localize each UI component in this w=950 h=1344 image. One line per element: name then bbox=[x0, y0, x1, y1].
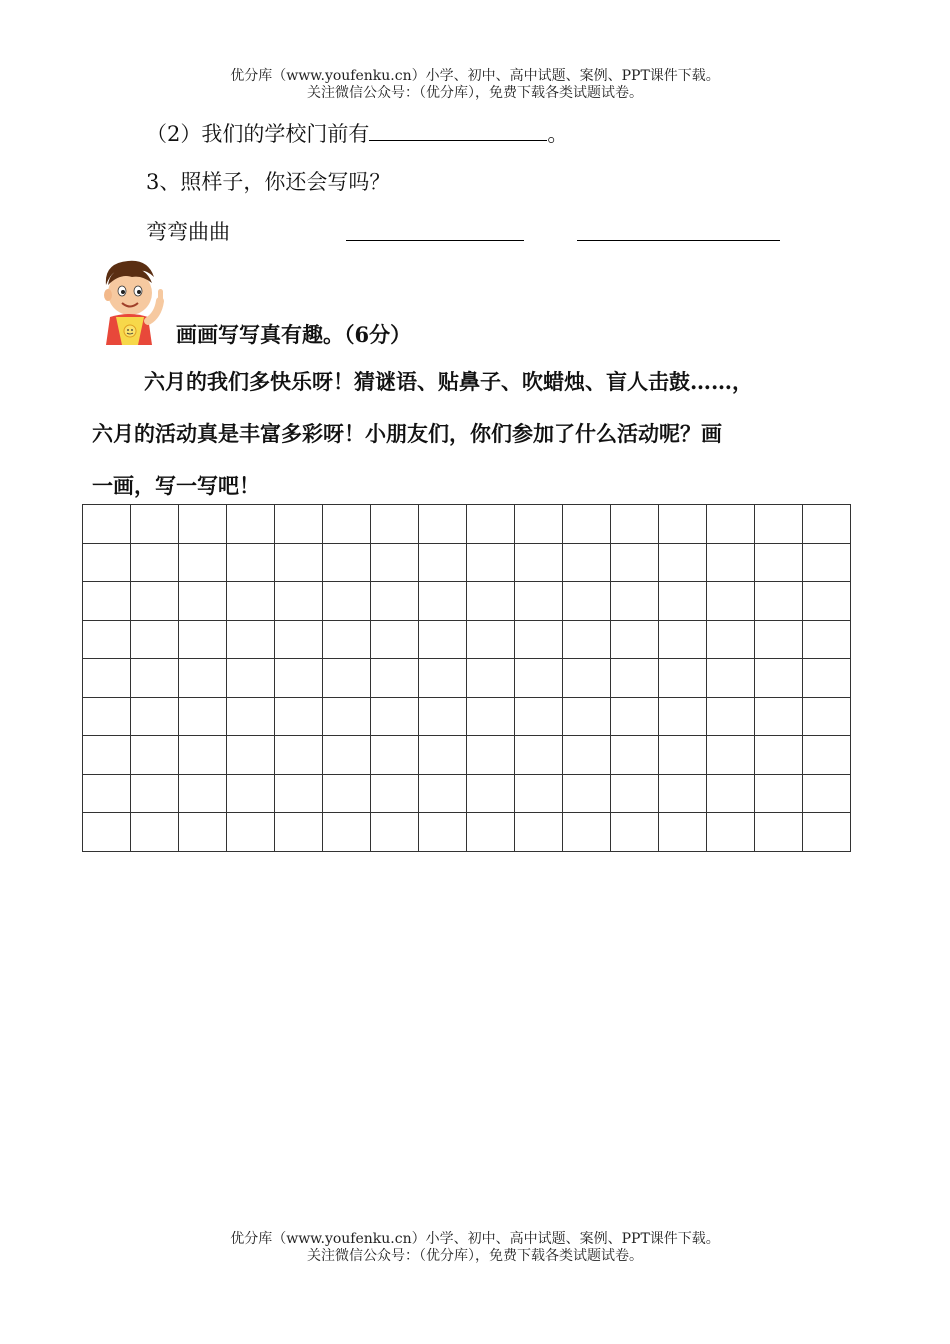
grid-row bbox=[83, 813, 851, 852]
grid-cell[interactable] bbox=[467, 774, 515, 813]
grid-cell[interactable] bbox=[275, 505, 323, 544]
grid-row bbox=[83, 505, 851, 544]
grid-cell[interactable] bbox=[179, 659, 227, 698]
grid-cell[interactable] bbox=[563, 813, 611, 852]
grid-cell[interactable] bbox=[467, 620, 515, 659]
grid-cell[interactable] bbox=[803, 813, 851, 852]
grid-cell[interactable] bbox=[419, 543, 467, 582]
grid-cell[interactable] bbox=[467, 813, 515, 852]
grid-cell[interactable] bbox=[323, 736, 371, 775]
page-footer bbox=[0, 1231, 950, 1265]
grid-cell[interactable] bbox=[755, 774, 803, 813]
grid-cell[interactable] bbox=[659, 543, 707, 582]
grid-cell[interactable] bbox=[131, 543, 179, 582]
grid-cell[interactable] bbox=[803, 774, 851, 813]
grid-cell[interactable] bbox=[611, 813, 659, 852]
grid-cell[interactable] bbox=[323, 813, 371, 852]
grid-cell[interactable] bbox=[755, 736, 803, 775]
grid-cell[interactable] bbox=[659, 736, 707, 775]
grid-cell[interactable] bbox=[323, 620, 371, 659]
grid-cell[interactable] bbox=[419, 774, 467, 813]
grid-cell[interactable] bbox=[131, 813, 179, 852]
grid-cell[interactable] bbox=[467, 505, 515, 544]
grid-cell[interactable] bbox=[371, 620, 419, 659]
grid-cell[interactable] bbox=[803, 620, 851, 659]
grid-cell[interactable] bbox=[371, 659, 419, 698]
grid-cell[interactable] bbox=[563, 774, 611, 813]
grid-cell[interactable] bbox=[515, 813, 563, 852]
grid-cell[interactable] bbox=[467, 736, 515, 775]
footer-line-2: 关注微信公众号：（优分库），免费下载各类试题试卷。 bbox=[307, 1248, 643, 1264]
grid-cell[interactable] bbox=[659, 697, 707, 736]
grid-cell[interactable] bbox=[707, 813, 755, 852]
grid-cell[interactable] bbox=[371, 736, 419, 775]
grid-cell[interactable] bbox=[323, 582, 371, 621]
grid-cell[interactable] bbox=[755, 505, 803, 544]
grid-cell[interactable] bbox=[803, 543, 851, 582]
question-3-example: 弯弯曲曲 bbox=[146, 220, 230, 244]
grid-cell[interactable] bbox=[227, 813, 275, 852]
grid-cell[interactable] bbox=[131, 774, 179, 813]
grid-cell[interactable] bbox=[227, 620, 275, 659]
grid-cell[interactable] bbox=[755, 659, 803, 698]
grid-cell[interactable] bbox=[179, 505, 227, 544]
grid-cell[interactable] bbox=[323, 659, 371, 698]
grid-cell[interactable] bbox=[563, 697, 611, 736]
grid-cell[interactable] bbox=[659, 620, 707, 659]
grid-cell[interactable] bbox=[659, 505, 707, 544]
grid-cell[interactable] bbox=[467, 659, 515, 698]
grid-cell[interactable] bbox=[611, 505, 659, 544]
grid-cell[interactable] bbox=[419, 582, 467, 621]
grid-row bbox=[83, 736, 851, 775]
grid-cell[interactable] bbox=[467, 543, 515, 582]
grid-cell[interactable] bbox=[275, 774, 323, 813]
instruction-paragraph bbox=[92, 356, 862, 512]
grid-cell[interactable] bbox=[323, 505, 371, 544]
grid-cell[interactable] bbox=[707, 582, 755, 621]
grid-cell[interactable] bbox=[707, 736, 755, 775]
question-3-title: 3、照样子，你还会写吗？ bbox=[146, 170, 391, 194]
answer-blank-q3-1[interactable] bbox=[346, 218, 524, 241]
grid-cell[interactable] bbox=[275, 736, 323, 775]
grid-cell[interactable] bbox=[131, 620, 179, 659]
grid-cell[interactable] bbox=[275, 697, 323, 736]
grid-cell[interactable] bbox=[371, 813, 419, 852]
grid-cell[interactable] bbox=[323, 774, 371, 813]
grid-cell[interactable] bbox=[227, 736, 275, 775]
grid-row bbox=[83, 774, 851, 813]
grid-cell[interactable] bbox=[83, 620, 131, 659]
grid-cell[interactable] bbox=[515, 659, 563, 698]
grid-cell[interactable] bbox=[227, 659, 275, 698]
grid-row bbox=[83, 620, 851, 659]
grid-cell[interactable] bbox=[323, 697, 371, 736]
grid-cell[interactable] bbox=[275, 659, 323, 698]
grid-cell[interactable] bbox=[707, 659, 755, 698]
grid-cell[interactable] bbox=[371, 505, 419, 544]
grid-cell[interactable] bbox=[611, 620, 659, 659]
answer-blank-q3-2[interactable] bbox=[577, 218, 780, 241]
grid-cell[interactable] bbox=[419, 505, 467, 544]
grid-cell[interactable] bbox=[131, 736, 179, 775]
header-line-1: 优分库（www.youfenku.cn）小学、初中、高中试题、案例、PPT课件下载。 bbox=[230, 68, 720, 84]
grid-cell[interactable] bbox=[83, 813, 131, 852]
grid-cell[interactable] bbox=[179, 774, 227, 813]
grid-cell[interactable] bbox=[179, 736, 227, 775]
grid-cell[interactable] bbox=[179, 582, 227, 621]
grid-cell[interactable] bbox=[131, 505, 179, 544]
grid-cell[interactable] bbox=[563, 582, 611, 621]
grid-cell[interactable] bbox=[83, 736, 131, 775]
grid-cell[interactable] bbox=[707, 543, 755, 582]
grid-cell[interactable] bbox=[179, 620, 227, 659]
grid-cell[interactable] bbox=[515, 543, 563, 582]
header-line-2: 关注微信公众号：（优分库），免费下载各类试题试卷。 bbox=[307, 85, 643, 101]
grid-cell[interactable] bbox=[611, 582, 659, 621]
grid-cell[interactable] bbox=[227, 505, 275, 544]
grid-cell[interactable] bbox=[467, 697, 515, 736]
grid-cell[interactable] bbox=[659, 774, 707, 813]
grid-cell[interactable] bbox=[515, 620, 563, 659]
grid-cell[interactable] bbox=[83, 582, 131, 621]
grid-cell[interactable] bbox=[563, 543, 611, 582]
answer-blank-q2[interactable] bbox=[369, 118, 547, 141]
footer-line-1: 优分库（www.youfenku.cn）小学、初中、高中试题、案例、PPT课件下载。 bbox=[230, 1231, 720, 1247]
grid-cell[interactable] bbox=[83, 659, 131, 698]
cartoon-boy-icon bbox=[96, 255, 176, 347]
writing-grid[interactable] bbox=[82, 504, 851, 852]
grid-cell[interactable] bbox=[515, 774, 563, 813]
paragraph-line-2: 六月的活动真是丰富多彩呀！小朋友们，你们参加了什么活动呢？画 bbox=[92, 421, 722, 446]
grid-cell[interactable] bbox=[563, 620, 611, 659]
grid-cell[interactable] bbox=[83, 697, 131, 736]
paragraph-line-1: 六月的我们多快乐呀！猜谜语、贴鼻子、吹蜡烛、盲人击鼓……， bbox=[144, 369, 753, 394]
grid-cell[interactable] bbox=[707, 774, 755, 813]
grid-cell[interactable] bbox=[803, 697, 851, 736]
grid-cell[interactable] bbox=[83, 505, 131, 544]
section-title: 画画写写真有趣。（6分） bbox=[176, 322, 412, 347]
grid-cell[interactable] bbox=[707, 697, 755, 736]
grid-cell[interactable] bbox=[755, 697, 803, 736]
grid-cell[interactable] bbox=[419, 697, 467, 736]
grid-cell[interactable] bbox=[275, 620, 323, 659]
grid-cell[interactable] bbox=[611, 774, 659, 813]
grid-cell[interactable] bbox=[755, 813, 803, 852]
grid-cell[interactable] bbox=[371, 582, 419, 621]
grid-cell[interactable] bbox=[275, 813, 323, 852]
grid-cell[interactable] bbox=[755, 582, 803, 621]
grid-cell[interactable] bbox=[419, 813, 467, 852]
grid-cell[interactable] bbox=[371, 697, 419, 736]
grid-cell[interactable] bbox=[323, 543, 371, 582]
grid-cell[interactable] bbox=[515, 582, 563, 621]
grid-cell[interactable] bbox=[131, 697, 179, 736]
grid-cell[interactable] bbox=[755, 543, 803, 582]
grid-cell[interactable] bbox=[611, 697, 659, 736]
grid-cell[interactable] bbox=[371, 543, 419, 582]
grid-cell[interactable] bbox=[803, 736, 851, 775]
grid-cell[interactable] bbox=[755, 620, 803, 659]
paragraph-line-3: 一画，写一写吧！ bbox=[92, 473, 260, 498]
grid-row bbox=[83, 659, 851, 698]
grid-cell[interactable] bbox=[803, 659, 851, 698]
grid-cell[interactable] bbox=[371, 774, 419, 813]
grid-cell[interactable] bbox=[419, 659, 467, 698]
grid-cell[interactable] bbox=[131, 659, 179, 698]
grid-cell[interactable] bbox=[707, 620, 755, 659]
grid-cell[interactable] bbox=[563, 659, 611, 698]
grid-cell[interactable] bbox=[515, 697, 563, 736]
grid-cell[interactable] bbox=[275, 582, 323, 621]
question-2-prefix: （2）我们的学校门前有 bbox=[146, 122, 370, 146]
grid-cell[interactable] bbox=[131, 582, 179, 621]
grid-cell[interactable] bbox=[803, 505, 851, 544]
grid-cell[interactable] bbox=[611, 736, 659, 775]
grid-cell[interactable] bbox=[467, 582, 515, 621]
grid-cell[interactable] bbox=[515, 505, 563, 544]
grid-cell[interactable] bbox=[227, 697, 275, 736]
grid-cell[interactable] bbox=[563, 736, 611, 775]
grid-row bbox=[83, 697, 851, 736]
grid-row bbox=[83, 582, 851, 621]
question-2 bbox=[146, 118, 568, 148]
grid-cell[interactable] bbox=[419, 736, 467, 775]
grid-cell[interactable] bbox=[611, 543, 659, 582]
grid-cell[interactable] bbox=[275, 543, 323, 582]
grid-cell[interactable] bbox=[419, 620, 467, 659]
grid-cell[interactable] bbox=[227, 543, 275, 582]
grid-cell[interactable] bbox=[611, 659, 659, 698]
grid-cell[interactable] bbox=[227, 774, 275, 813]
grid-cell[interactable] bbox=[659, 659, 707, 698]
grid-cell[interactable] bbox=[659, 582, 707, 621]
grid-cell[interactable] bbox=[515, 736, 563, 775]
grid-cell[interactable] bbox=[803, 582, 851, 621]
grid-cell[interactable] bbox=[179, 543, 227, 582]
grid-cell[interactable] bbox=[179, 813, 227, 852]
grid-cell[interactable] bbox=[83, 774, 131, 813]
grid-cell[interactable] bbox=[179, 697, 227, 736]
question-2-suffix: 。 bbox=[547, 122, 569, 146]
grid-row bbox=[83, 543, 851, 582]
grid-cell[interactable] bbox=[659, 813, 707, 852]
grid-cell[interactable] bbox=[83, 543, 131, 582]
grid-cell[interactable] bbox=[563, 505, 611, 544]
grid-cell[interactable] bbox=[227, 582, 275, 621]
page-header bbox=[0, 68, 950, 102]
grid-cell[interactable] bbox=[707, 505, 755, 544]
